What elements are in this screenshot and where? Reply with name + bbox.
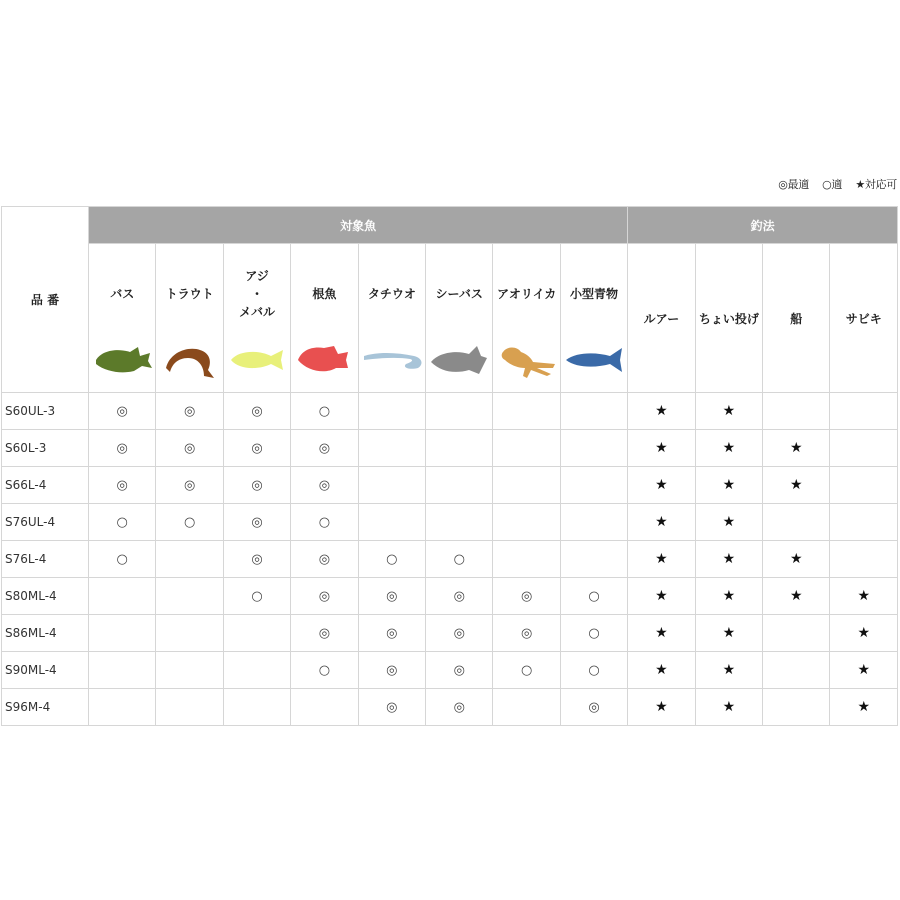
model-cell: S86ML-4: [2, 615, 89, 652]
fish-suitability-cell: [493, 541, 560, 578]
method-header-4: サビキ: [830, 244, 898, 393]
seabass-icon: [426, 344, 492, 390]
fish-label: シーバス: [435, 287, 483, 301]
fish-suitability-cell: [493, 393, 560, 430]
fish-suitability-cell: ◎: [89, 430, 156, 467]
fish-suitability-cell: ◎: [358, 652, 425, 689]
fish-suitability-cell: [156, 652, 223, 689]
fish-suitability-cell: ◎: [426, 652, 493, 689]
fish-suitability-cell: ○: [493, 652, 560, 689]
fish-suitability-cell: ◎: [89, 467, 156, 504]
fish-suitability-cell: [560, 504, 627, 541]
mackerel-icon: [561, 344, 627, 390]
legend: [768, 176, 897, 192]
fish-suitability-cell: ○: [426, 541, 493, 578]
method-cell: ★: [628, 652, 695, 689]
method-cell: ★: [695, 652, 762, 689]
fish-suitability-cell: [426, 393, 493, 430]
model-cell: S60L-3: [2, 430, 89, 467]
method-cell: ★: [695, 467, 762, 504]
fish-suitability-cell: ◎: [291, 541, 358, 578]
table-row: [2, 689, 898, 726]
model-cell: S66L-4: [2, 467, 89, 504]
fish-label: トラウト: [165, 287, 214, 301]
method-cell: [830, 430, 898, 467]
fish-suitability-cell: ◎: [426, 578, 493, 615]
bass-icon: [89, 344, 155, 390]
part-number-header: 品 番: [2, 207, 89, 393]
fish-suitability-cell: [223, 689, 290, 726]
method-cell: [763, 615, 830, 652]
method-cell: ★: [628, 467, 695, 504]
fish-suitability-cell: [156, 578, 223, 615]
model-cell: S90ML-4: [2, 652, 89, 689]
method-cell: [830, 504, 898, 541]
fish-suitability-cell: [89, 615, 156, 652]
method-cell: ★: [695, 615, 762, 652]
fish-suitability-cell: ◎: [223, 467, 290, 504]
fish-suitability-cell: [493, 504, 560, 541]
fish-suitability-cell: [493, 467, 560, 504]
method-cell: ★: [628, 393, 695, 430]
fish-suitability-cell: ◎: [426, 615, 493, 652]
squid-icon: [493, 344, 559, 390]
table-row: [2, 578, 898, 615]
compatibility-table: [1, 206, 898, 726]
fish-suitability-cell: ○: [560, 615, 627, 652]
fish-suitability-cell: [358, 467, 425, 504]
fish-header-3: [223, 244, 290, 393]
method-header-3: 船: [763, 244, 830, 393]
fish-suitability-cell: [358, 430, 425, 467]
legend-best: ◎最適: [778, 178, 809, 191]
fish-suitability-cell: ◎: [89, 393, 156, 430]
method-header-2: ちょい投げ: [695, 244, 762, 393]
model-cell: S60UL-3: [2, 393, 89, 430]
method-cell: [830, 541, 898, 578]
model-cell: S76L-4: [2, 541, 89, 578]
fish-suitability-cell: ◎: [358, 689, 425, 726]
method-cell: ★: [628, 541, 695, 578]
fish-suitability-cell: [493, 689, 560, 726]
fish-suitability-cell: ◎: [426, 689, 493, 726]
fish-suitability-cell: [291, 689, 358, 726]
method-cell: [763, 689, 830, 726]
legend-possible: ★対応可: [855, 178, 897, 191]
method-cell: ★: [830, 615, 898, 652]
method-cell: [763, 652, 830, 689]
fish-suitability-cell: [156, 541, 223, 578]
fish-suitability-cell: [358, 504, 425, 541]
fish-suitability-cell: [426, 504, 493, 541]
fish-header-1: [89, 244, 156, 393]
method-cell: ★: [763, 578, 830, 615]
fish-suitability-cell: ◎: [223, 541, 290, 578]
fish-suitability-cell: ○: [89, 541, 156, 578]
fish-suitability-cell: ◎: [291, 578, 358, 615]
table-row: [2, 652, 898, 689]
fish-suitability-cell: [223, 615, 290, 652]
fish-suitability-cell: [560, 430, 627, 467]
cutlassfish-icon: [359, 344, 425, 390]
method-cell: [763, 393, 830, 430]
fish-suitability-cell: ○: [89, 504, 156, 541]
fish-header-8: [560, 244, 627, 393]
fish-suitability-cell: ◎: [493, 615, 560, 652]
fish-suitability-cell: ◎: [291, 430, 358, 467]
fish-suitability-cell: ◎: [291, 467, 358, 504]
fish-header-2: [156, 244, 223, 393]
fish-label: アオリイカ: [497, 287, 557, 301]
method-cell: ★: [695, 578, 762, 615]
method-header-1: ルアー: [628, 244, 695, 393]
model-cell: S96M-4: [2, 689, 89, 726]
fish-suitability-cell: [493, 430, 560, 467]
fish-suitability-cell: [156, 689, 223, 726]
fish-suitability-cell: ◎: [223, 504, 290, 541]
method-cell: ★: [628, 615, 695, 652]
fish-suitability-cell: ○: [560, 578, 627, 615]
fish-label: アジ ・ メバル: [239, 269, 275, 319]
fish-suitability-cell: [89, 689, 156, 726]
fish-suitability-cell: [560, 541, 627, 578]
fish-suitability-cell: [560, 393, 627, 430]
method-cell: ★: [695, 504, 762, 541]
fish-suitability-cell: [89, 652, 156, 689]
fish-suitability-cell: ○: [223, 578, 290, 615]
fish-suitability-cell: [358, 393, 425, 430]
legend-ok: ○適: [822, 178, 843, 191]
fish-suitability-cell: ○: [560, 652, 627, 689]
fish-suitability-cell: [426, 467, 493, 504]
fish-suitability-cell: [560, 467, 627, 504]
fish-suitability-cell: [223, 652, 290, 689]
fish-suitability-cell: ○: [358, 541, 425, 578]
method-cell: ★: [628, 504, 695, 541]
fish-suitability-cell: ◎: [291, 615, 358, 652]
rockfish-icon: [291, 344, 357, 390]
fish-suitability-cell: ◎: [560, 689, 627, 726]
fish-suitability-cell: ◎: [156, 393, 223, 430]
fish-suitability-cell: ◎: [156, 430, 223, 467]
fish-label: タチウオ: [367, 287, 416, 301]
fish-suitability-cell: [156, 615, 223, 652]
horse-mackerel-icon: [224, 344, 290, 390]
fish-label: バス: [110, 287, 135, 301]
fish-suitability-cell: ○: [291, 652, 358, 689]
method-cell: ★: [695, 393, 762, 430]
fish-suitability-cell: ◎: [156, 467, 223, 504]
trout-icon: [156, 344, 222, 390]
method-cell: [763, 504, 830, 541]
table-row: [2, 615, 898, 652]
fish-suitability-cell: ◎: [358, 578, 425, 615]
target-fish-header: 対象魚: [89, 207, 628, 244]
method-cell: ★: [830, 652, 898, 689]
method-cell: ★: [695, 430, 762, 467]
fish-label: 小型青物: [570, 287, 619, 301]
method-cell: ★: [763, 541, 830, 578]
method-cell: ★: [628, 578, 695, 615]
method-cell: ★: [628, 430, 695, 467]
method-cell: [830, 393, 898, 430]
fish-header-7: [493, 244, 560, 393]
method-cell: ★: [830, 689, 898, 726]
table-row: [2, 430, 898, 467]
fish-suitability-cell: [426, 430, 493, 467]
fish-header-4: [291, 244, 358, 393]
table-row: [2, 504, 898, 541]
fish-suitability-cell: ○: [291, 504, 358, 541]
method-cell: ★: [695, 541, 762, 578]
fish-suitability-cell: ◎: [223, 430, 290, 467]
table-row: [2, 467, 898, 504]
fish-header-6: [426, 244, 493, 393]
fish-suitability-cell: ○: [156, 504, 223, 541]
method-cell: ★: [628, 689, 695, 726]
fish-label: 根魚: [312, 287, 337, 301]
model-cell: S76UL-4: [2, 504, 89, 541]
method-header: 釣法: [628, 207, 898, 244]
fish-suitability-cell: ◎: [223, 393, 290, 430]
method-cell: ★: [763, 467, 830, 504]
method-cell: ★: [695, 689, 762, 726]
fish-suitability-cell: [89, 578, 156, 615]
fish-header-5: [358, 244, 425, 393]
table-row: [2, 541, 898, 578]
method-cell: ★: [763, 430, 830, 467]
method-cell: ★: [830, 578, 898, 615]
table-row: [2, 393, 898, 430]
fish-suitability-cell: ○: [291, 393, 358, 430]
model-cell: S80ML-4: [2, 578, 89, 615]
method-cell: [830, 467, 898, 504]
fish-suitability-cell: ◎: [493, 578, 560, 615]
fish-suitability-cell: ◎: [358, 615, 425, 652]
